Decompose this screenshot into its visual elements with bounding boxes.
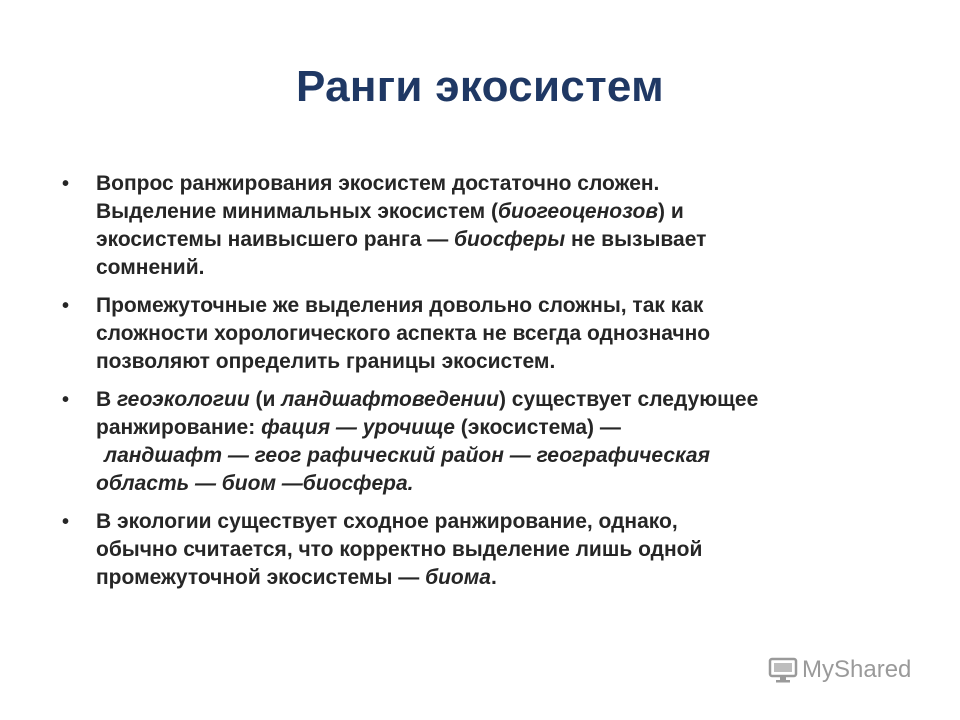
text-segment: . [490, 566, 497, 589]
text-segment: Вопрос ранжирования экосистем достаточно сложен. [96, 172, 660, 195]
italic-term: биогеоценозов [498, 200, 659, 223]
bullet-line [96, 226, 922, 254]
bullet-line [96, 386, 922, 414]
bullet-dot: • [62, 295, 70, 317]
monitor-icon [768, 656, 798, 684]
italic-term: биома [425, 566, 491, 589]
text-segment: Промежуточные же выделения довольно сложны, так как [96, 294, 704, 317]
text-segment: позволяют определить границы экосистем. [96, 350, 556, 373]
bullet-line [96, 442, 922, 470]
watermark-text: MyShared [802, 656, 912, 683]
text-segment: экосистемы наивысшего ранга — [96, 228, 455, 251]
text-segment: В экологии существует сходное ранжирование, однако, [96, 510, 678, 533]
bullet-item [62, 292, 922, 376]
bullet-line [96, 254, 922, 282]
bullet-item [62, 170, 922, 282]
bullet-line [96, 470, 922, 498]
bullet-item [62, 508, 922, 592]
bullet-line [96, 348, 922, 376]
text-segment: (экосистема) — [454, 416, 621, 439]
bullet-line [96, 170, 922, 198]
bullet-line [96, 320, 922, 348]
text-segment: ) существует следующее [498, 388, 759, 411]
bullet-line [96, 198, 922, 226]
text-segment: промежуточной экосистемы — [96, 566, 426, 589]
bullet-item [62, 386, 922, 498]
bullet-line [96, 564, 922, 592]
bullet-line [96, 536, 922, 564]
italic-term: область — биом —биосфера. [96, 472, 414, 495]
text-segment: не вызывает [565, 228, 707, 251]
watermark-logo [768, 656, 911, 684]
italic-term: ландшафтоведении [281, 388, 499, 411]
text-segment: (и [249, 388, 282, 411]
italic-term: фация — урочище [261, 416, 455, 439]
text-segment: сложности хорологического аспекта не всегда однозначно [96, 322, 711, 345]
slide-title: Ранги экосистем [296, 62, 664, 111]
bullet-list [62, 170, 922, 602]
text-segment: ) и [658, 200, 684, 223]
italic-term: геоэкологии [117, 388, 250, 411]
bullet-dot: • [62, 173, 70, 195]
bullet-line [96, 414, 922, 442]
text-segment: ранжирование: [96, 416, 262, 439]
text-segment: сомнений. [96, 256, 205, 279]
bullet-dot: • [62, 389, 70, 411]
italic-term: биосферы [454, 228, 566, 251]
bullet-dot: • [62, 511, 70, 533]
bullet-line [96, 508, 922, 536]
italic-term: ландшафт — геог рафический район — географическая [104, 444, 710, 467]
text-segment: обычно считается, что корректно выделение лишь одной [96, 538, 703, 561]
text-segment: Выделение минимальных экосистем ( [96, 200, 499, 223]
text-segment: В [96, 388, 117, 411]
bullet-line [96, 292, 922, 320]
